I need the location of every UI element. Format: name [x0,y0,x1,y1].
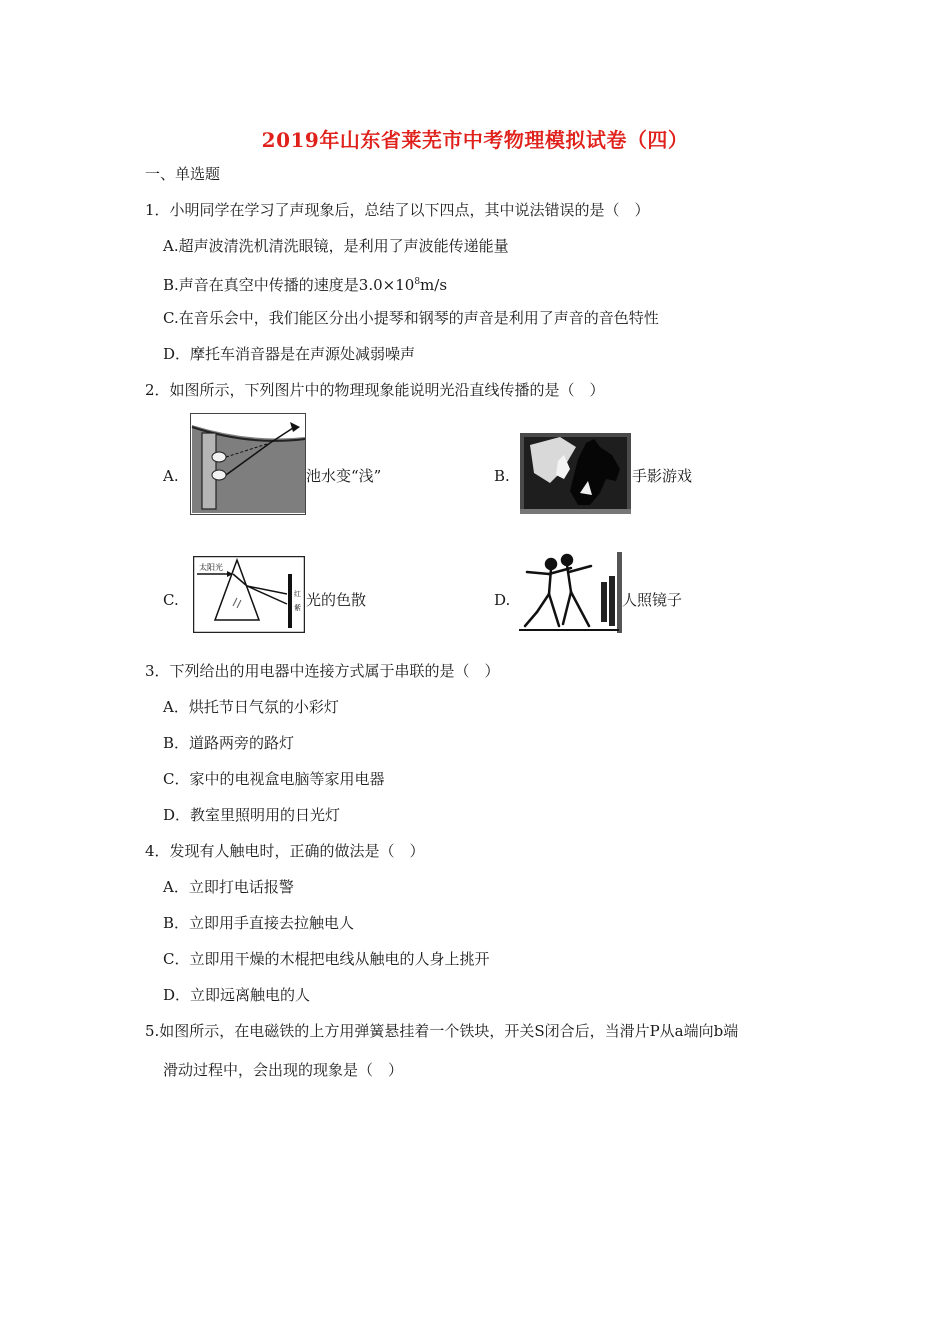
question-3-stem: 3．下列给出的用电器中连接方式属于串联的是（ ） [145,662,500,680]
section-heading: 一、单选题 [145,165,221,183]
q1-option-d: D．摩托车消音器是在声源处减弱噪声 [163,345,416,363]
q2-option-d-letter: D. [494,591,511,609]
q4-option-c: C．立即用干燥的木棍把电线从触电的人身上挑开 [163,950,490,968]
question-2-stem: 2．如图所示，下列图片中的物理现象能说明光沿直线传播的是（ ） [145,381,605,399]
q3-option-b: B．道路两旁的路灯 [163,734,295,752]
q1-option-b-text: B.声音在真空中传播的速度是3.0×10 [163,276,415,294]
q1-option-c: C.在音乐会中，我们能区分出小提琴和钢琴的声音是利用了声音的音色特性 [163,309,659,327]
q2-option-a-letter: A. [163,467,179,485]
question-4-stem: 4．发现有人触电时，正确的做法是（ ） [145,842,425,860]
q2-option-b-caption: 手影游戏 [632,467,693,485]
light-dispersion-figure [193,556,305,633]
q1-option-a: A.超声波清洗机清洗眼镜，是利用了声波能传递能量 [163,237,509,255]
violet-label: 紫 [294,604,301,612]
q4-option-d: D．立即远离触电的人 [163,986,311,1004]
q4-option-a: A．立即打电话报警 [163,878,294,896]
q2-option-c-letter: C. [163,591,179,609]
hand-shadow-figure [520,433,631,514]
question-1-stem: 1．小明同学在学习了声现象后，总结了以下四点，其中说法错误的是（ ） [145,201,650,219]
q3-option-d: D．教室里照明用的日光灯 [163,806,341,824]
pool-refraction-figure [190,413,306,515]
q2-option-a-caption: 池水变“浅” [306,467,382,485]
q2-option-b-letter: B. [494,467,510,485]
question-5-stem-line-2: 滑动过程中，会出现的现象是（ ） [163,1061,404,1079]
q3-option-a: A．烘托节日气氛的小彩灯 [163,698,339,716]
q1-option-b-unit: m/s [420,276,448,294]
q1-option-b [163,272,447,295]
q1-option-b-exponent: 8 [414,277,421,287]
sunlight-label: 太阳光 [199,563,223,572]
red-label: 红 [294,590,301,598]
question-5-stem-line-1: 5.如图所示，在电磁铁的上方用弹簧悬挂着一个铁块，开关S闭合后，当滑片P从a端向b端 [145,1022,739,1040]
q2-option-c-caption: 光的色散 [306,591,367,609]
q4-option-b: B．立即用手直接去拉触电人 [163,914,355,932]
mirror-reflection-figure [519,552,622,633]
exam-title: 2019年山东省莱芜市中考物理模拟试卷（四） [261,128,689,152]
q2-option-d-caption: 人照镜子 [622,591,683,609]
q3-option-c: C．家中的电视盒电脑等家用电器 [163,770,385,788]
